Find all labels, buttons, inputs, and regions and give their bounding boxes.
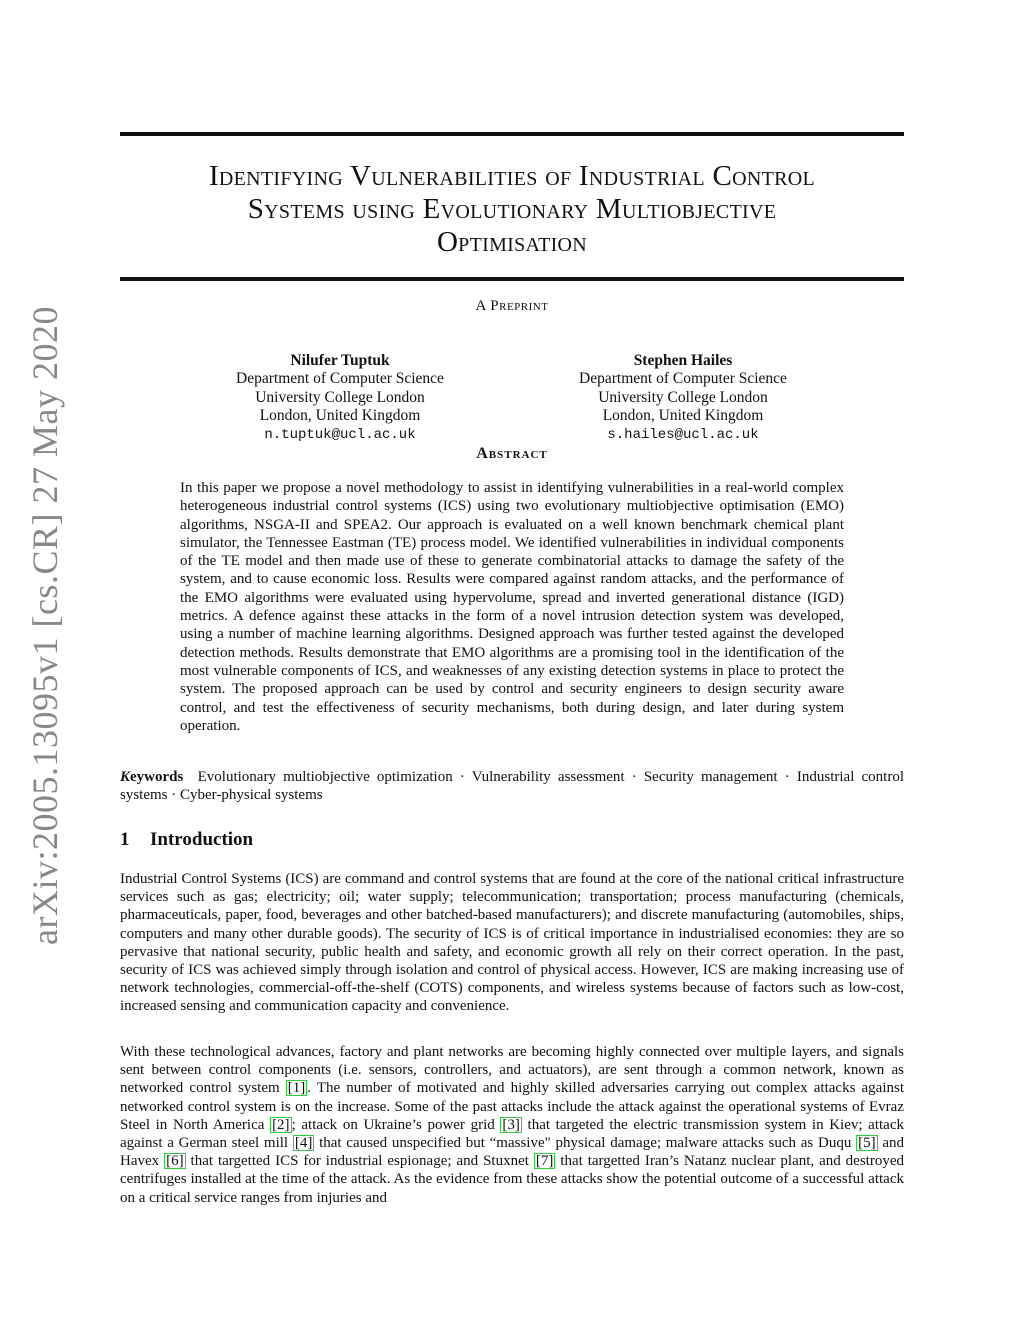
intro-paragraph-1: Industrial Control Systems (ICS) are command and control systems that are found at the core of the national critical infrastructure services such as gas; electricity; oil; water supply; telecommunication; transportation; process manufacturing (chemicals, pharmaceuticals, paper, food, beverages and other batched-based manufacturers); and discrete manufacturing (automobiles, ships, computers and many other durable goods). The security of ICS is of critical importance in industrialised economies: they are so pervasive that national security, public health and safety, and economic growth all rely on their correct operation. In the past, security of ICS was achieved simply through isolation and control of physical access. However, ICS are making increasing use of network technologies, commercial-off-the-shelf (COTS) components, and wireless systems because of factors such as low-cost, increased sensing and communication capacity and convenience. [120, 871, 904, 1015]
author-department: Department of Computer Science [579, 370, 787, 388]
text-run: that targeted the electric transmission system in Kiev; attack against a German steel mill [120, 1116, 904, 1152]
title-bottom-rule [120, 277, 904, 281]
section-title: Introduction [150, 829, 254, 850]
author-block-2 [553, 352, 813, 444]
title-line-2: Systems using Evolutionary Multiobjective [247, 193, 777, 225]
text-run: With these technological advances, factory and plant networks are becoming highly connected over multiple layers, and signals sent between control components (i.e. sensors, controllers, and actuators), are sent through a common network, known as networked control system [120, 1044, 904, 1097]
text-run: ; attack on Ukraine’s power grid [291, 1116, 501, 1133]
citation-link[interactable]: [6] [166, 1153, 184, 1170]
author-block-1 [210, 352, 470, 444]
keywords [120, 768, 904, 805]
text-run: that targetted Iran’s Natanz nuclear plant, and destroyed centrifuges installed at the time of the attack. As the evidence from these attacks show the potential outcome of a successful attack on a critical service ranges from injuries and [120, 1153, 904, 1206]
citation-link[interactable]: [2] [272, 1116, 290, 1133]
intro-paragraph-2 [120, 1043, 904, 1207]
citation-link[interactable]: [4] [294, 1135, 313, 1152]
author-email[interactable]: s.hailes@ucl.ac.uk [607, 426, 759, 443]
section-heading [120, 829, 253, 851]
author-name: Stephen Hailes [633, 352, 733, 369]
text-run: that caused unspecified but “massive" physical damage; malware attacks such as Duqu [314, 1135, 857, 1152]
keywords-label [120, 769, 183, 785]
abstract-heading: Abstract [476, 445, 548, 462]
title-line-3: Optimisation [436, 226, 588, 258]
citation-link[interactable]: [5] [858, 1135, 876, 1152]
author-name: Nilufer Tuptuk [290, 352, 390, 369]
citation-link[interactable]: [7] [535, 1153, 554, 1170]
author-university: University College London [598, 388, 768, 406]
citation-link[interactable]: [1] [287, 1080, 306, 1097]
keywords-label-rest: eywords [130, 769, 184, 785]
keywords-label-initial: K [120, 769, 131, 785]
paper-title [120, 160, 904, 259]
author-location: London, United Kingdom [602, 407, 764, 425]
title-line-1: Identifying Vulnerabilities of Industrial Control [208, 160, 816, 192]
author-email[interactable]: n.tuptuk@ucl.ac.uk [264, 426, 416, 443]
preprint-label: A Preprint [475, 298, 549, 314]
text-run: that targetted ICS for industrial espionage; and Stuxnet [185, 1153, 534, 1170]
abstract-text: In this paper we propose a novel methodology to assist in identifying vulnerabilities in a real-world complex heterogeneous industrial control systems (ICS) using two evolutionary multiobjective optimisation (EMO) algorithms, NSGA-II and SPEA2. Our approach is evaluated on a well known benchmark chemical plant simulator, the Tennessee Eastman (TE) process model. We identified vulnerabilities in individual components of the TE model and then made use of these to generate combinatorial attacks to damage the safety of the system, and to cause economic loss. Results were compared against random attacks, and the performance of the EMO algorithms were evaluated using hypervolume, spread and inverted generational distance (IGD) metrics. A defence against these attacks in the form of a novel intrusion detection system was developed, using a number of machine learning algorithms. Designed approach was further tested against the developed detection methods. Results demonstrate that EMO algorithms are a promising tool in the identification of the most vulnerable components of ICS, and weaknesses of any existing detection systems in place to protect the system. The proposed approach can be used by control and security engineers to design security aware control, and test the effectiveness of security mechanisms, both during design, and later during system operation. [180, 480, 844, 734]
author-university: University College London [255, 388, 425, 406]
arxiv-identifier: arXiv:2005.13095v1 [cs.CR] 27 May 2020 [25, 306, 65, 945]
citation-link[interactable]: [3] [502, 1116, 520, 1133]
author-location: London, United Kingdom [259, 407, 421, 425]
text-run: . The number of motivated and highly skilled adversaries carrying out complex attacks against networked control system is on the increase. Some of the past attacks include the attack against the operational systems of Evraz Steel in North America [120, 1080, 905, 1133]
title-top-rule [120, 132, 904, 136]
section-number: 1 [120, 829, 130, 850]
text-run: and Havex [120, 1135, 904, 1170]
keywords-text: Evolutionary multiobjective optimization · Vulnerability assessment · Security management · Industrial control systems · Cyber-physical systems [120, 769, 904, 804]
author-department: Department of Computer Science [236, 370, 444, 388]
